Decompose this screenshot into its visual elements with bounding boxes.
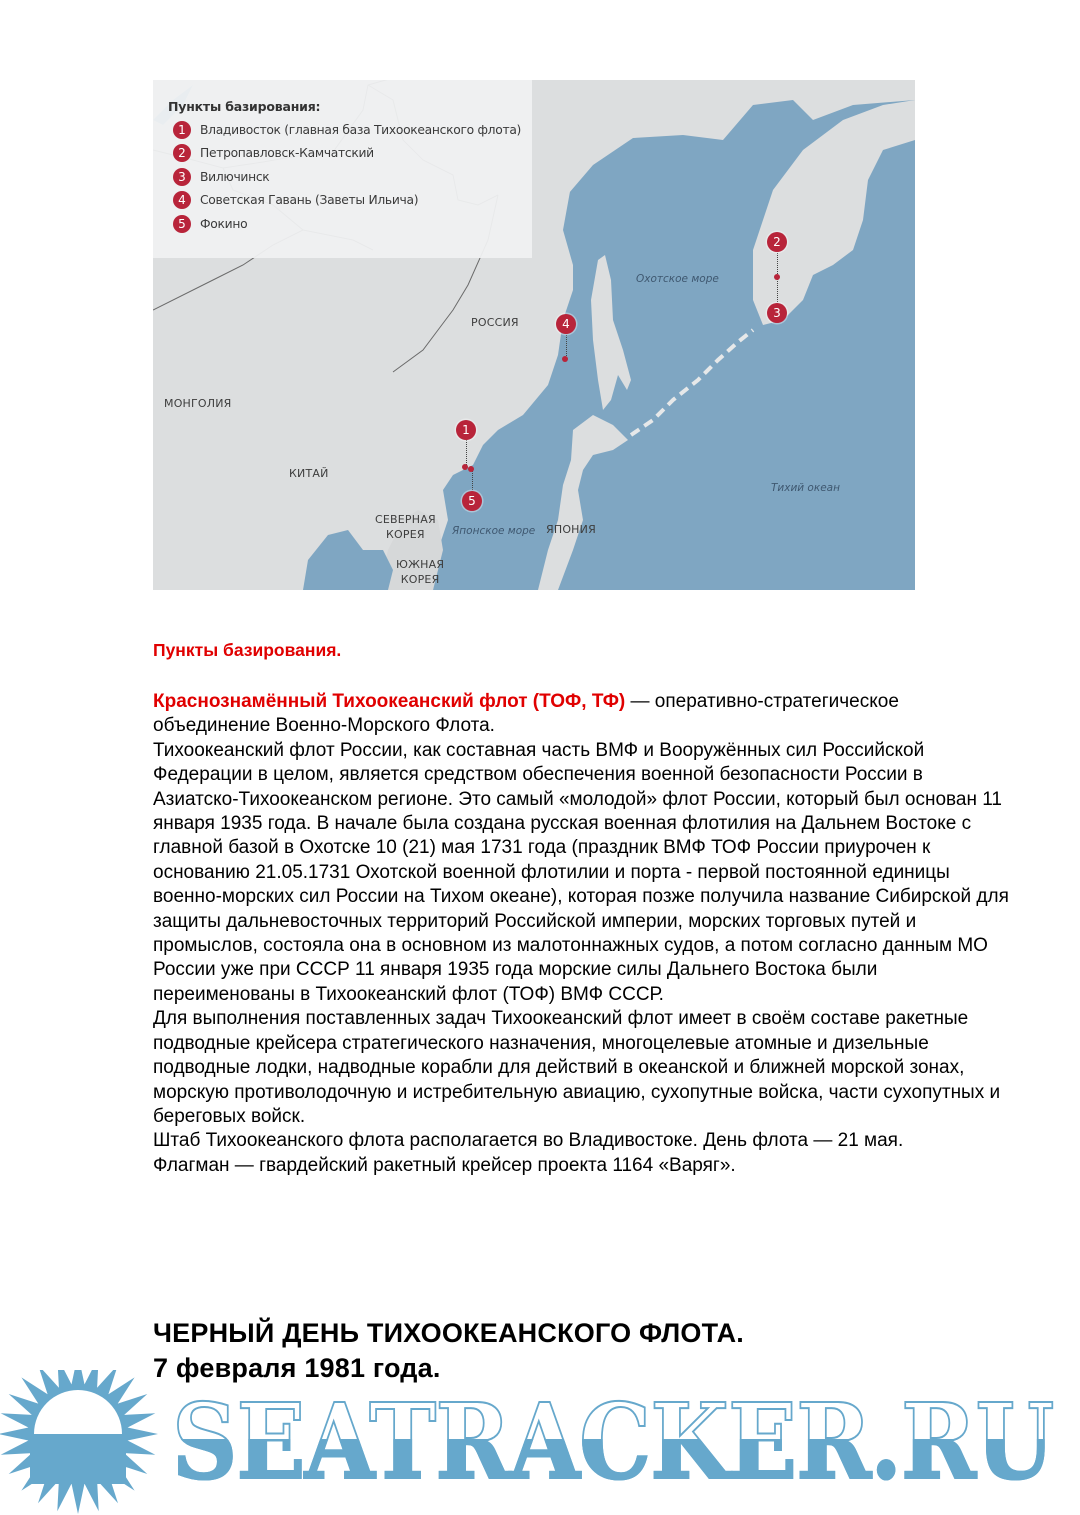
intro-text: — оперативно-стратегическое объединение Военно-Морского Флота. — [153, 691, 899, 737]
legend-label: Фокино — [200, 216, 248, 231]
legend-label: Советская Гавань (Заветы Ильича) — [200, 193, 419, 208]
legend-label: Владивосток (главная база Тихоокеанского флота) — [200, 122, 522, 137]
map-legend — [153, 80, 532, 258]
article — [153, 640, 1013, 1178]
legend-item — [173, 165, 532, 189]
base-location-dot — [562, 356, 568, 362]
map-marker-5[interactable]: 5 — [462, 491, 482, 511]
base-location-dot — [774, 274, 780, 280]
legend-title: Пункты базирования: — [168, 99, 321, 114]
map-marker-4[interactable]: 4 — [556, 314, 576, 334]
kuril-islands — [631, 330, 753, 435]
legend-item — [173, 212, 532, 236]
map-marker-1[interactable]: 1 — [456, 420, 476, 440]
paragraph: Для выполнения поставленных задач Тихоокеанский флот имеет в своём составе ракетные подводные крейсера стратегического назначения, многоцелевые атомные и дизельные подводные лодки, надводные корабли для действий в океанской и ближней морской зонах, морскую противолодочную и истребительную авиацию, сухопутные войска, части сухопутных и береговых войск. — [153, 1008, 1001, 1127]
sakhalin-island — [591, 255, 631, 410]
country-label-line: СЕВЕРНАЯ — [375, 513, 436, 526]
legend-label: Вилючинск — [200, 169, 270, 184]
sea-label-japan: Японское море — [452, 525, 536, 537]
country-label-china: КИТАЙ — [289, 467, 329, 480]
legend-item — [173, 118, 532, 142]
country-label-russia: РОССИЯ — [471, 316, 519, 329]
marker-leader-line — [466, 439, 467, 467]
heading-line: 7 февраля 1981 года. — [153, 1353, 441, 1383]
country-label-japan: ЯПОНИЯ — [546, 523, 596, 536]
country-label-line: ЮЖНАЯ — [396, 558, 445, 571]
legend-item — [173, 189, 532, 213]
legend-item — [173, 142, 532, 166]
sea-label-okhotsk: Охотское море — [636, 273, 719, 285]
legend-label: Петропавловск-Камчатский — [200, 146, 374, 161]
marker-badge-icon: 2 — [173, 144, 191, 162]
map-marker-2[interactable]: 2 — [767, 232, 787, 252]
japan-land — [538, 415, 628, 590]
sea-label-pacific: Тихий океан — [771, 482, 840, 494]
marker-badge-icon: 4 — [173, 191, 191, 209]
fleet-name: Краснознамённый Тихоокеанский флот (ТОФ, ТФ) — [153, 691, 626, 712]
marker-leader-line — [566, 333, 567, 358]
marker-badge-icon: 1 — [173, 121, 191, 139]
country-label-mongolia: МОНГОЛИЯ — [164, 397, 232, 410]
article-body — [153, 690, 1013, 1178]
marker-badge-icon: 3 — [173, 168, 191, 186]
intro-paragraph — [153, 690, 1013, 739]
paragraph: Тихоокеанский флот России, как составная часть ВМФ и Вооружённых сил Российской Федерации в целом, является средством обеспечения военной безопасности России в Азиатско-Тихоокеанском регионе. Это самый «молодой» флот России, который был основан 11 января 1935 года. В начале была создана русская военная флотилия на Дальнем Востоке с главной базой в Охотске 10 (21) мая 1731 года (праздник ВМФ ТОФ России приурочен к основанию 21.05.1731 Охотской военной флотилии и порта - первой постоянной единицы военно-морских сил России на Тихом океане), которая позже получила название Сибирской для защиты дальневосточных территорий Российской империи, морских торговых путей и промыслов, состояла она в основном из малотоннажных судов, а потом согласно данным МО России уже при СССР 11 января 1935 года морские силы Дальнего Востока были переименованы в Тихоокеанский флот (ТОФ) ВМФ СССР. — [153, 739, 1009, 1005]
map-marker-3[interactable]: 3 — [767, 303, 787, 323]
paragraph: Штаб Тихоокеанского флота располагается во Владивостоке. День флота — 21 мая. — [153, 1130, 904, 1152]
country-label-south-korea — [396, 557, 444, 587]
section-heading: Пункты базирования. — [153, 640, 342, 660]
watermark-text: SEATRACKER.RU — [172, 1380, 1054, 1503]
country-label-north-korea — [375, 512, 436, 542]
country-label-line: КОРЕЯ — [386, 528, 425, 541]
country-label-line: КОРЕЯ — [400, 573, 440, 586]
naval-bases-map — [153, 80, 915, 590]
paragraph: Флагман — гвардейский ракетный крейсер проекта 1164 «Варяг». — [153, 1154, 736, 1176]
marker-badge-icon: 5 — [173, 215, 191, 233]
heading-line: ЧЕРНЫЙ ДЕНЬ ТИХООКЕАНСКОГО ФЛОТА. — [153, 1318, 744, 1348]
base-location-dot — [468, 466, 474, 472]
